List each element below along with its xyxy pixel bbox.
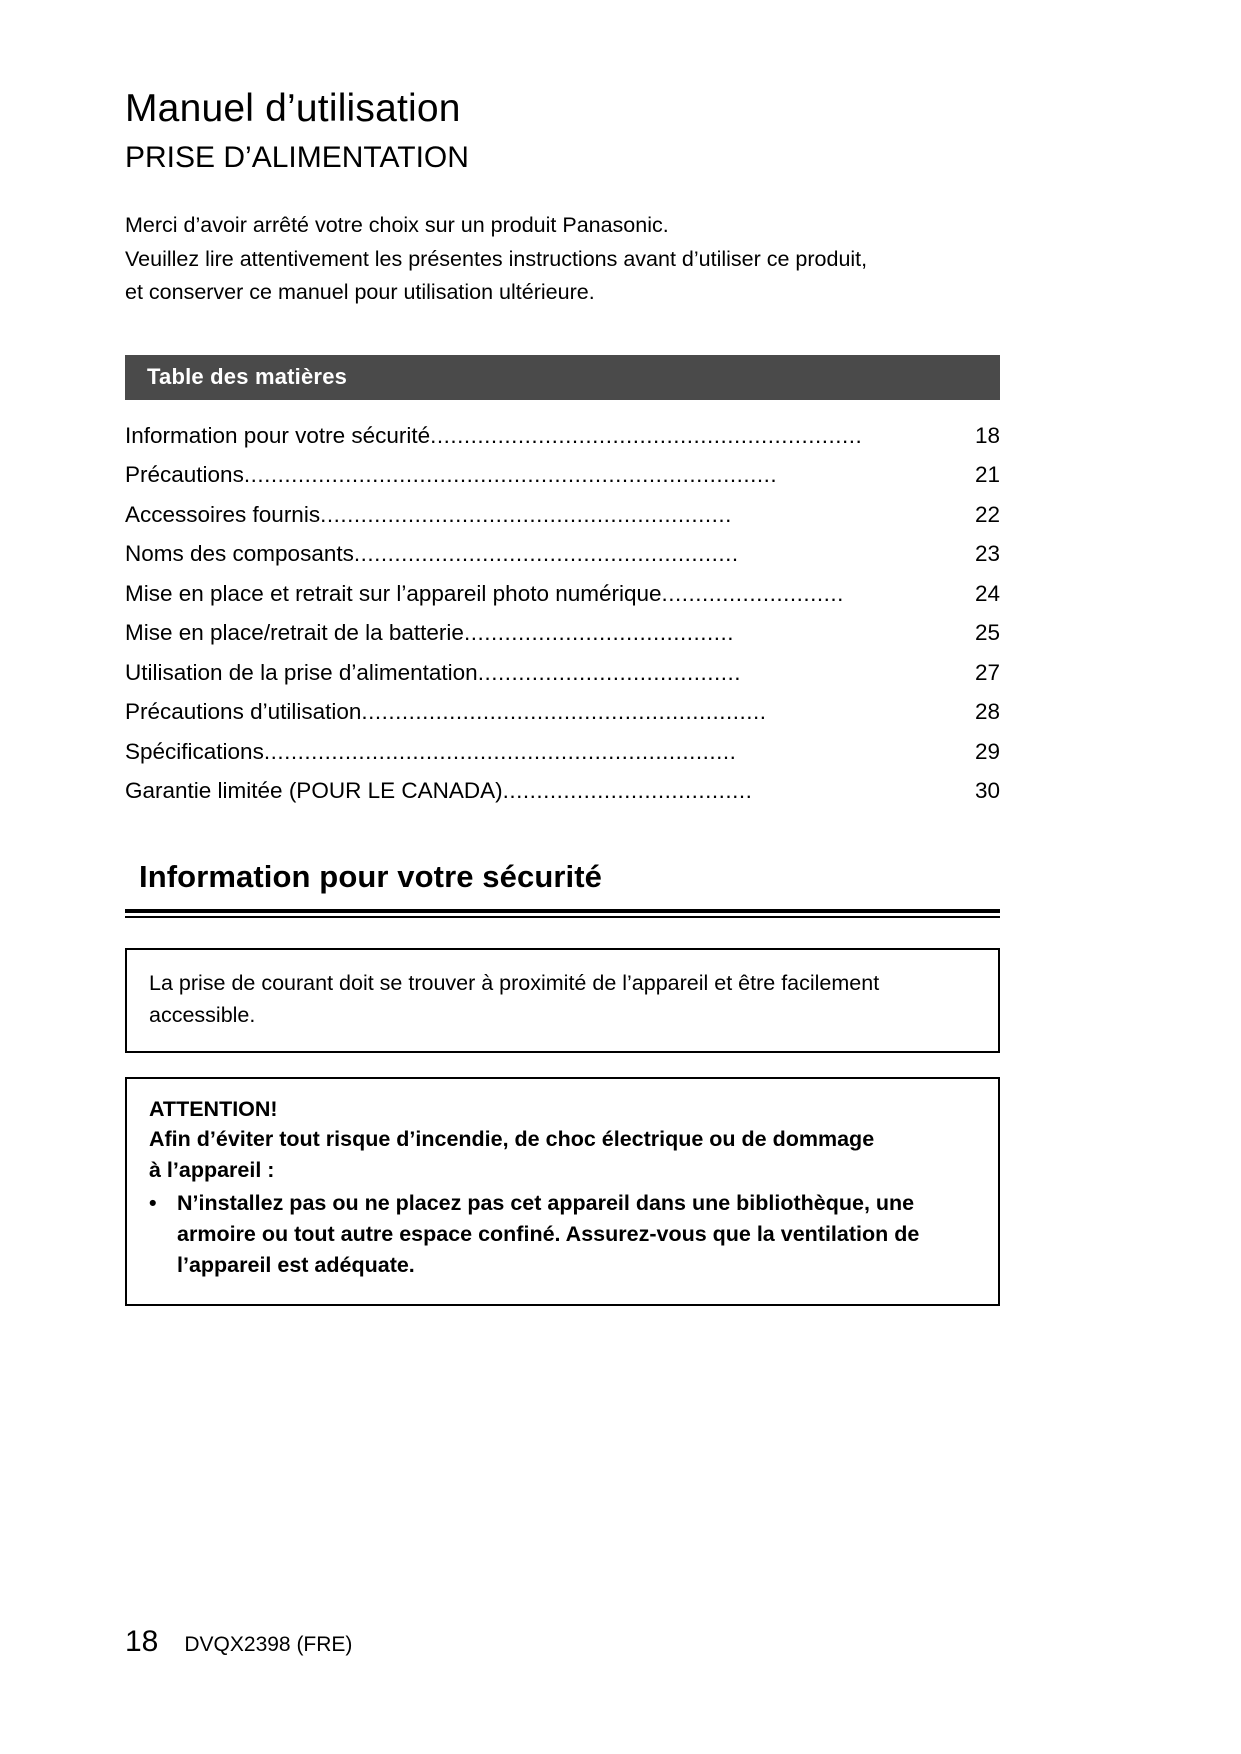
toc-entry[interactable]	[125, 495, 1000, 535]
toc-entry-label: Spécifications	[125, 738, 264, 764]
footer-page-number: 18	[125, 1625, 159, 1658]
toc-entry-leader: ...............................................................................	[243, 464, 778, 487]
toc-entry-label: Mise en place/retrait de la batterie	[125, 620, 464, 646]
toc-entry-leader: .........................................................	[353, 543, 739, 566]
toc-entry-page: 27	[974, 659, 1000, 685]
toc-entry-leader: .............................................................	[320, 503, 732, 527]
page-title: Manuel d’utilisation	[125, 87, 461, 130]
toc-entry-leader: ......................................................................	[263, 740, 737, 764]
intro-paragraph	[125, 209, 985, 309]
toc-entry-page: 18	[974, 422, 1000, 448]
attention-box	[125, 1077, 1000, 1306]
toc-entry-leader: .....................................	[502, 780, 753, 803]
page-footer	[125, 1625, 352, 1659]
toc-entry-label: Accessoires fournis	[125, 501, 321, 527]
intro-line-2: Veuillez lire attentivement les présentes instructions avant d’utiliser ce produit,	[125, 246, 868, 271]
toc-entry-page: 22	[974, 501, 1000, 527]
toc-entry-label: Précautions d’utilisation	[125, 699, 362, 725]
toc-entry[interactable]	[125, 614, 1000, 654]
toc-entry-label: Précautions	[125, 462, 244, 488]
notice-text: La prise de courant doit se trouver à proximité de l’appareil et être facilement accessible.	[149, 971, 880, 1027]
footer-document-code: DVQX2398 (FRE)	[184, 1633, 353, 1656]
toc-entry[interactable]	[125, 574, 1000, 614]
toc-entry[interactable]	[125, 772, 1000, 812]
attention-title: ATTENTION!	[149, 1096, 278, 1121]
toc-entry-leader: .......................................	[477, 661, 741, 685]
notice-box	[125, 948, 1000, 1052]
page-subtitle: PRISE D’ALIMENTATION	[125, 140, 469, 174]
toc-entry-page: 25	[974, 620, 1000, 646]
toc-entry-page: 23	[974, 541, 1000, 567]
toc-entry-label: Information pour votre sécurité	[125, 422, 431, 448]
toc-entry-leader: ................................................................	[430, 424, 863, 448]
toc-entry-page: 29	[974, 738, 1000, 764]
attention-line-1: Afin d’éviter tout risque d’incendie, de choc électrique ou de dommage	[149, 1126, 875, 1151]
bullet-icon: •	[149, 1191, 157, 1216]
toc-entry-page: 28	[974, 699, 1000, 725]
toc-entry[interactable]	[125, 456, 1000, 496]
toc-entry-label: Noms des composants	[125, 541, 354, 567]
toc-entry-page: 21	[974, 462, 1000, 488]
toc-header: Table des matières	[125, 355, 1000, 400]
intro-line-3: et conserver ce manuel pour utilisation ultérieure.	[125, 280, 595, 305]
attention-line-2: à l’appareil :	[149, 1157, 275, 1182]
toc-list	[125, 416, 1000, 811]
toc-entry-page: 24	[974, 580, 1000, 606]
toc-entry[interactable]	[125, 732, 1000, 772]
attention-bullet-item	[149, 1188, 976, 1282]
toc-entry[interactable]	[125, 693, 1000, 733]
toc-entry-leader: ...........................	[661, 582, 844, 606]
page-content	[125, 87, 1000, 1306]
attention-bullet-text: N’installez pas ou ne placez pas cet appareil dans une bibliothèque, une armoire ou tout autre espace confiné. Assurez-vous que la ventilation de l’appareil est adéquate.	[177, 1191, 920, 1278]
section-divider	[125, 909, 1000, 918]
section-heading-safety: Information pour votre sécurité	[139, 859, 602, 895]
toc-entry[interactable]	[125, 535, 1000, 575]
intro-line-1: Merci d’avoir arrêté votre choix sur un produit Panasonic.	[125, 213, 669, 238]
toc-entry[interactable]	[125, 416, 1000, 456]
toc-entry-label: Utilisation de la prise d’alimentation	[125, 659, 478, 685]
toc-entry-label: Garantie limitée (POUR LE CANADA)	[125, 778, 503, 804]
toc-entry[interactable]	[125, 653, 1000, 693]
toc-entry-leader: ............................................................	[361, 701, 767, 724]
toc-entry-label: Mise en place et retrait sur l’appareil photo numérique	[125, 580, 662, 606]
toc-entry-leader: ........................................	[463, 622, 734, 645]
toc-entry-page: 30	[974, 778, 1000, 804]
